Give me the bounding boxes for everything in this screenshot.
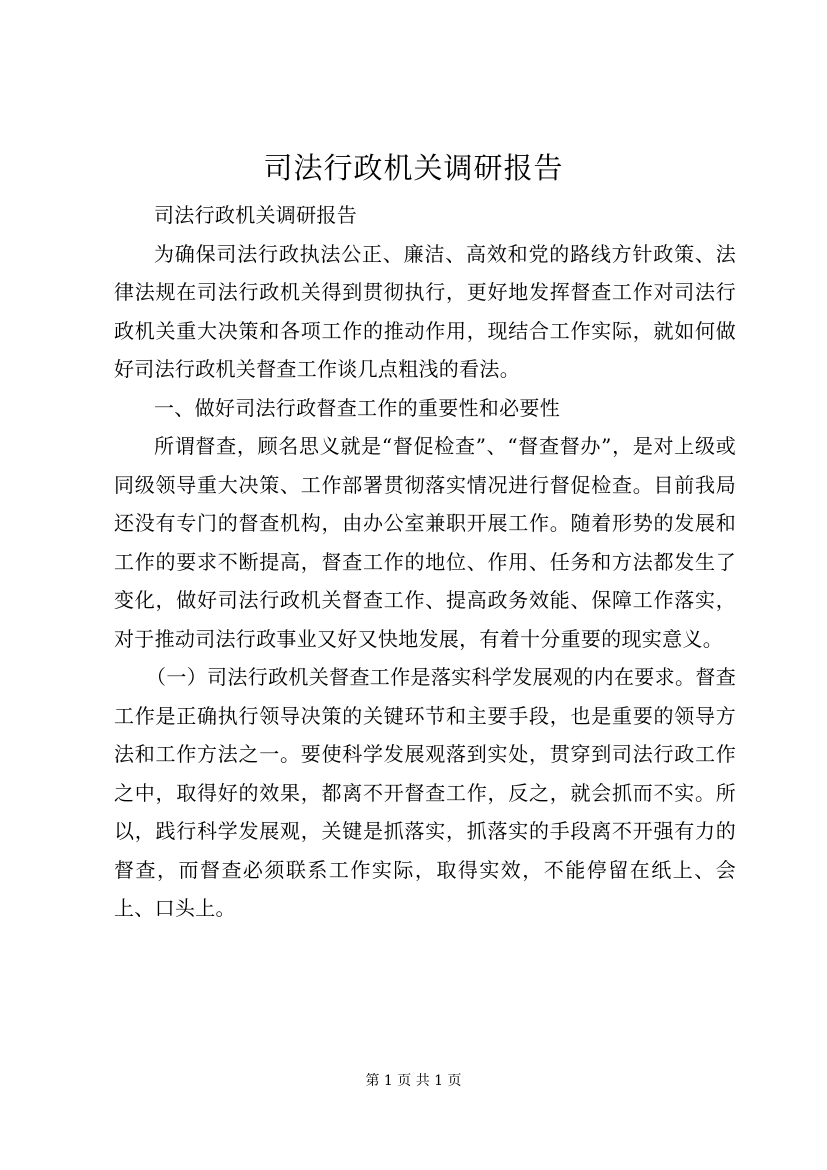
document-title: 司法行政机关调研报告 [263,151,564,185]
body-paragraph: 所谓督查，顾名思义就是“督促检查”、“督查督办”，是对上级或同级领导重大决策、工作部署贯彻落实情况进行督促检查。目前我局还没有专门的督查机构，由办公室兼职开展工作。随着形势的发展和工作的要求不断提高，督查工作的地位、作用、任务和方法都发生了变化，做好司法行政机关督查工作、提高政务效能、保障工作落实，对于推动司法行政事业又好又快地发展，有着十分重要的现实意义。 [114,434,736,651]
subtitle-paragraph: 司法行政机关调研报告 [154,203,357,227]
page-footer: 第 1 页 共 1 页 [365,1073,462,1089]
intro-paragraph: 为确保司法行政执法公正、廉洁、高效和党的路线方针政策、法律法规在司法行政机关得到贯彻执行，更好地发挥督查工作对司法行政机关重大决策和各项工作的推动作用，现结合工作实际，就如何做好司法行政机关督查工作谈几点粗浅的看法。 [114,241,736,381]
section-heading: 一、做好司法行政督查工作的重要性和必要性 [154,395,560,420]
body-paragraph: （一）司法行政机关督查工作是落实科学发展观的内在要求。督查工作是正确执行领导决策的关键环节和主要手段，也是重要的领导方法和工作方法之一。要使科学发展观落到实处，贯穿到司法行政工作之中，取得好的效果，都离不开督查工作，反之，就会抓而不实。所以，践行科学发展观，关键是抓落实，抓落实的手段离不开强有力的督查，而督查必须联系工作实际，取得实效，不能停留在纸上、会上、口头上。 [114,665,736,920]
document-body [114,196,736,928]
